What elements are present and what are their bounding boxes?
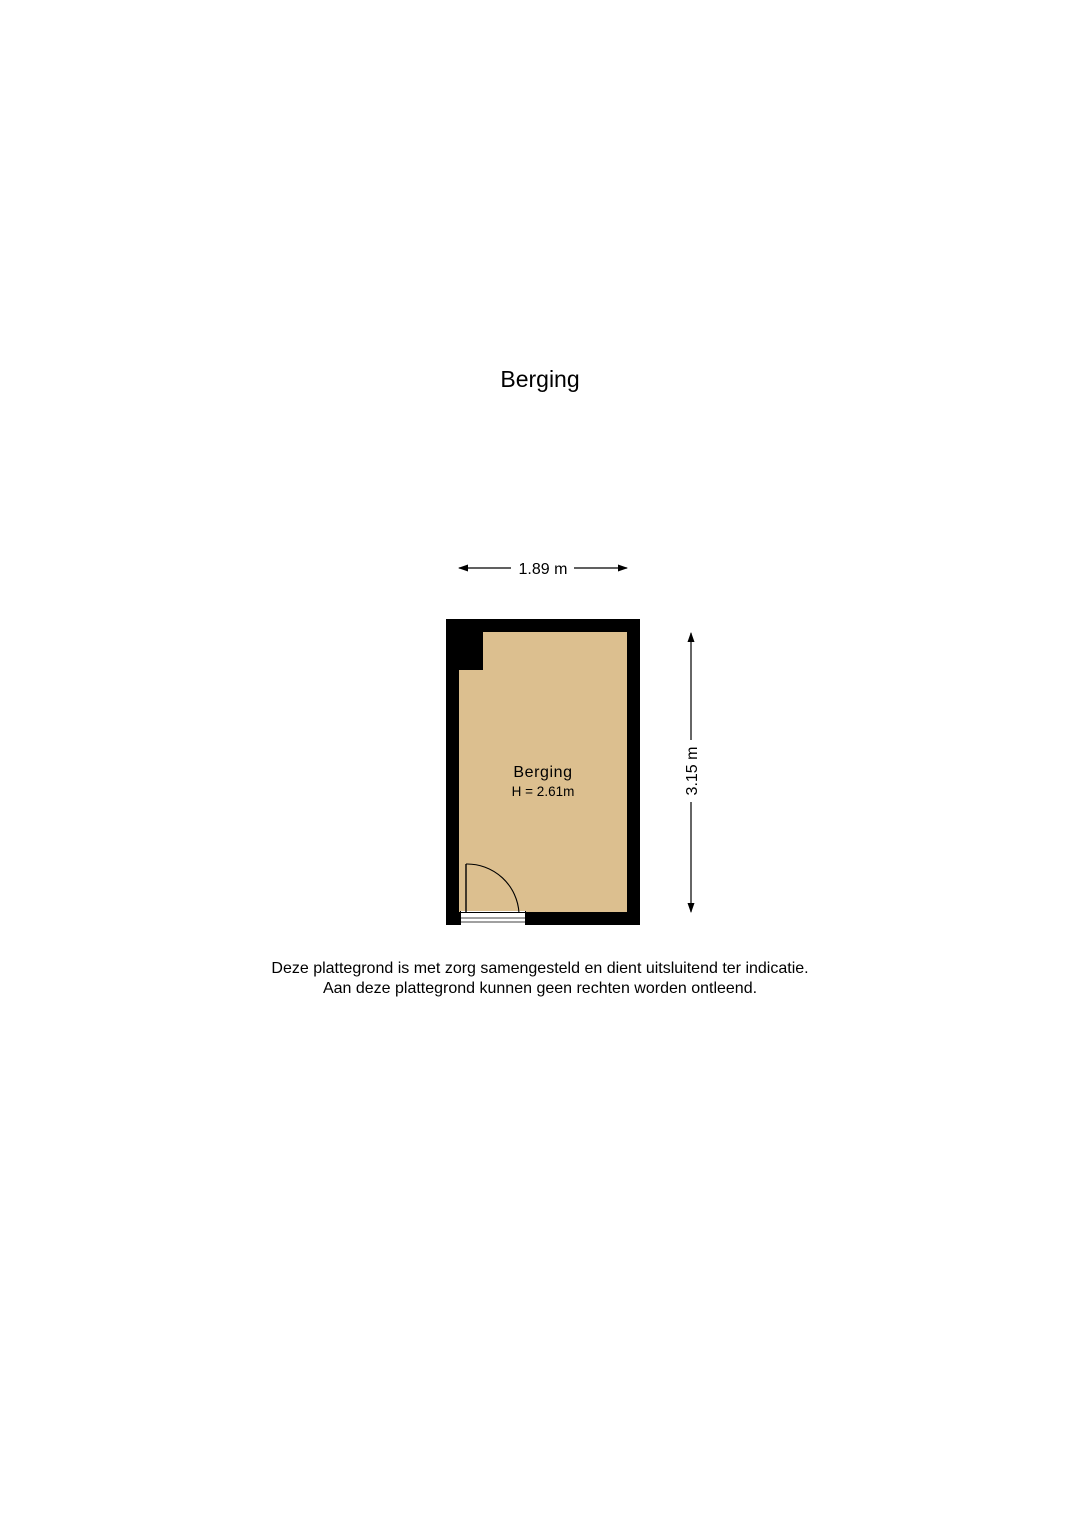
width-dimension-label: 1.89 m bbox=[518, 561, 568, 578]
wall-column bbox=[459, 632, 483, 670]
room-name-label: Berging bbox=[513, 764, 573, 781]
disclaimer bbox=[0, 959, 1080, 999]
room-height-label: H = 2.61m bbox=[511, 784, 575, 799]
depth-dimension bbox=[684, 633, 701, 912]
page-title: Berging bbox=[500, 366, 580, 392]
depth-dimension-label: 3.15 m bbox=[684, 746, 701, 796]
room-berging bbox=[446, 619, 640, 925]
disclaimer-line-1: Deze plattegrond is met zorg samengesteld en dient uitsluitend ter indicatie. bbox=[271, 960, 809, 977]
width-dimension bbox=[459, 561, 627, 578]
disclaimer-line-2: Aan deze plattegrond kunnen geen rechten worden ontleend. bbox=[322, 980, 758, 997]
